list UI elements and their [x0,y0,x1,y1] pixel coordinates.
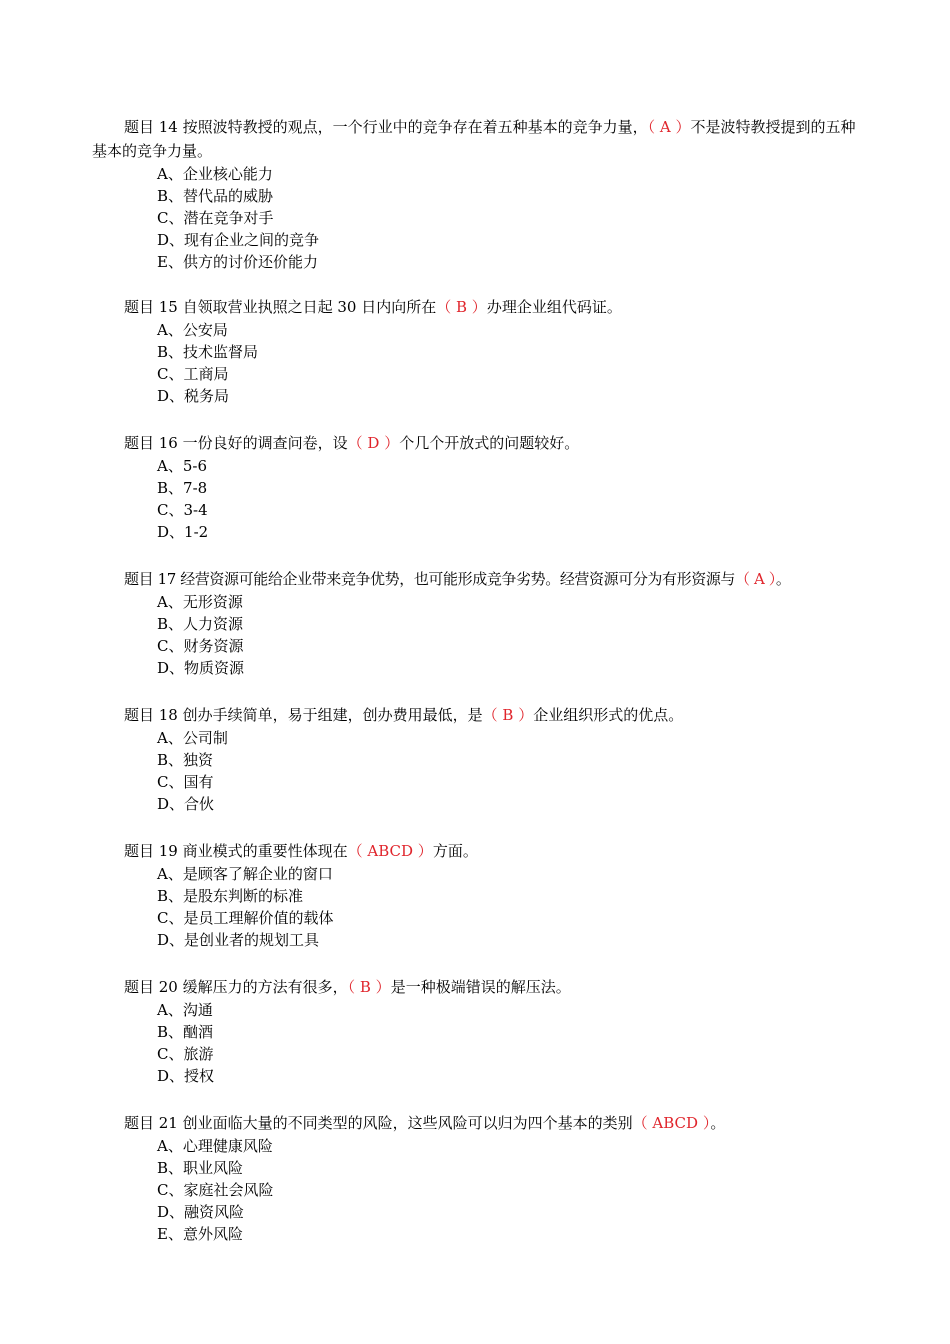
option-b: B、人力资源 [157,615,244,633]
option-b: B、酗酒 [157,1023,214,1041]
question-21 [92,1111,862,1245]
answer-marker: （ ABCD ） [632,1114,711,1132]
stem-text-tail: 个几个开放式的问题较好。 [399,434,580,452]
stem-text: 题目 21 创业面临大量的不同类型的风险，这些风险可以归为四个基本的类别 [124,1114,633,1132]
option-b: B、独资 [157,751,214,769]
stem-text: 题目 16 一份良好的调查问卷，设 [124,434,348,452]
option-c: C、国有 [157,773,214,791]
stem-text: 题目 19 商业模式的重要性体现在 [124,842,348,860]
answer-marker: （ D ） [347,434,400,452]
options-list [92,163,862,273]
stem-text-tail: 。 [775,570,791,588]
option-a: A、公安局 [157,321,228,339]
option-b: B、技术监督局 [157,343,259,361]
option-e: E、意外风险 [157,1225,243,1243]
question-14 [92,115,862,273]
option-a: A、5-6 [157,457,207,475]
option-d: D、税务局 [157,387,230,405]
stem-text-tail: 方面。 [432,842,478,860]
question-stem [92,975,862,999]
option-b: B、替代品的威胁 [157,187,274,205]
stem-text: 题目 17 经营资源可能给企业带来竞争优势，也可能形成竞争劣势。经营资源可分为有形资源与 [124,570,736,588]
answer-marker: （ B ） [347,978,391,996]
question-18 [92,703,862,815]
option-d: D、融资风险 [157,1203,245,1221]
answer-marker: （ A ） [735,570,776,588]
option-c: C、是员工理解价值的载体 [157,909,334,927]
options-list [92,999,862,1087]
option-a: A、无形资源 [157,593,243,611]
question-17 [92,567,862,679]
question-15 [92,295,862,407]
option-b: B、是股东判断的标准 [157,887,304,905]
option-a: A、沟通 [157,1001,213,1019]
options-list [92,1135,862,1245]
option-a: A、企业核心能力 [157,165,273,183]
stem-text: 题目 14 按照波特教授的观点，一个行业中的竞争存在着五种基本的竞争力量， [124,118,648,136]
question-stem [92,431,862,455]
stem-text: 题目 18 创办手续简单，易于组建，创办费用最低，是 [124,706,483,724]
option-d: D、合伙 [157,795,215,813]
answer-marker: （ B ） [436,298,487,316]
answer-marker: （ A ） [647,118,691,136]
question-stem [92,703,862,727]
option-c: C、工商局 [157,365,229,383]
option-d: D、是创业者的规划工具 [157,931,320,949]
stem-text-tail: 。 [710,1114,726,1132]
option-c: C、家庭社会风险 [157,1181,274,1199]
question-16 [92,431,862,543]
stem-text-tail: 办理企业组代码证。 [486,298,622,316]
option-b: B、职业风险 [157,1159,244,1177]
option-d: D、物质资源 [157,659,245,677]
option-d: D、1-2 [157,523,209,541]
options-list [92,455,862,543]
answer-marker: （ B ） [482,706,534,724]
stem-text-tail: 不是波特教授提到的五种基本的竞争力量。 [92,118,856,160]
options-list [92,319,862,407]
option-a: A、公司制 [157,729,228,747]
question-stem [92,115,862,163]
option-c: C、潜在竞争对手 [157,209,274,227]
option-c: C、3-4 [157,501,208,519]
stem-text: 题目 15 自领取营业执照之日起 30 日内向所在 [124,298,437,316]
options-list [92,727,862,815]
stem-text-tail: 企业组织形式的优点。 [533,706,684,724]
option-b: B、7-8 [157,479,208,497]
question-stem [92,1111,862,1135]
question-stem [92,295,862,319]
option-c: C、旅游 [157,1045,214,1063]
question-19 [92,839,862,951]
question-stem [92,567,862,591]
stem-text-tail: 是一种极端错误的解压法。 [390,978,571,996]
options-list [92,591,862,679]
stem-text: 题目 20 缓解压力的方法有很多， [124,978,348,996]
question-stem [92,839,862,863]
options-list [92,863,862,951]
question-20 [92,975,862,1087]
answer-marker: （ ABCD ） [347,842,433,860]
option-a: A、心理健康风险 [157,1137,273,1155]
option-e: E、供方的讨价还价能力 [157,253,318,271]
option-c: C、财务资源 [157,637,244,655]
option-a: A、是顾客了解企业的窗口 [157,865,333,883]
option-d: D、授权 [157,1067,215,1085]
option-d: D、现有企业之间的竞争 [157,231,320,249]
